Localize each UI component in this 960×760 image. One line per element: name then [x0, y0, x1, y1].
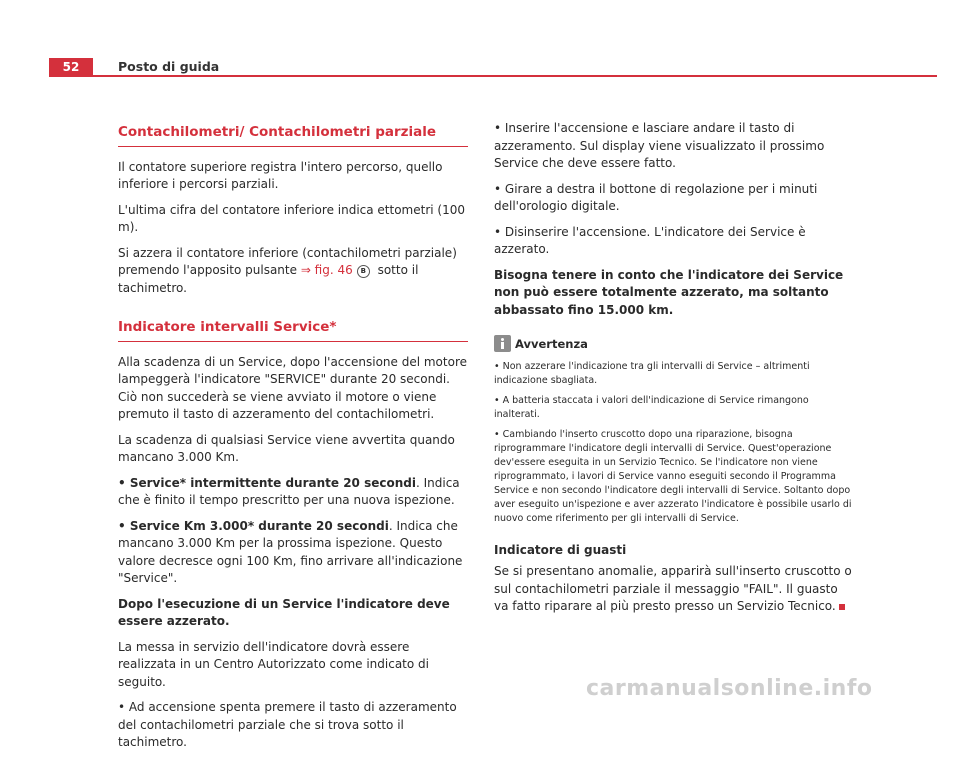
watermark: carmanualsonline.info: [586, 676, 873, 701]
paragraph: [494, 563, 854, 616]
callout-b-badge: B: [357, 265, 370, 278]
paragraph-bold: Bisogna tenere in conto che l'indicatore dei Service non può essere totalmente azzerato, ma soltanto abbassato fino 15.000 km.: [494, 267, 844, 317]
text: Si azzera il contatore inferiore (contachilometri parziale) premendo l'apposito pulsante: [118, 245, 457, 277]
header-rule: [49, 75, 937, 77]
header-title: Posto di guida: [118, 59, 220, 74]
heading-fault-indicator: Indicatore di guasti: [494, 542, 627, 557]
paragraph: • Girare a destra il bottone di regolazione per i minuti dell'orologio digitale.: [494, 181, 818, 213]
text: . Indica che mancano 3.000 Km per la prossima ispezione. Questo valore decresce ogni 100 Km, fino arrivare all'indicazione "Service".: [118, 518, 463, 585]
paragraph: La scadenza di qualsiasi Service viene avvertita quando mancano 3.000 Km.: [118, 432, 455, 464]
warning-item: • Non azzerare l'indicazione tra gli intervalli di Service – altrimenti indicazione sbagliata.: [494, 360, 810, 386]
left-column: [118, 120, 468, 760]
paragraph: [118, 518, 468, 588]
warning-header: [494, 335, 854, 354]
heading-service-interval: Indicatore intervalli Service*: [118, 319, 468, 342]
paragraph-bold: Dopo l'esecuzione di un Service l'indicatore deve essere azzerato.: [118, 596, 450, 628]
paragraph: [118, 245, 468, 298]
warning-title: Avvertenza: [515, 337, 588, 351]
paragraph: Alla scadenza di un Service, dopo l'accensione del motore lampeggerà l'indicatore "SERVICE" durante 20 secondi. Ciò non succederà se viene avviato il motore o viene premuto il tasto di azzeramento del contachilometri.: [118, 354, 468, 421]
bold-text: • Service Km 3.000* durante 20 secondi: [118, 518, 389, 533]
text: . Indica che è finito il tempo prescritto per una nuova ispezione.: [118, 475, 460, 507]
paragraph: [118, 475, 468, 510]
text: sotto il tachimetro.: [118, 263, 419, 295]
paragraph: • Inserire l'accensione e lasciare andare il tasto di azzeramento. Sul display viene visualizzato il prossimo Service che deve essere fatto.: [494, 121, 825, 170]
warning-item: • A batteria staccata i valori dell'indicazione di Service rimangono inalterati.: [494, 394, 809, 420]
paragraph: L'ultima cifra del contatore inferiore indica ettometri (100 m).: [118, 202, 466, 234]
figure-reference-link[interactable]: ⇒ fig. 46: [300, 263, 353, 277]
heading-odometer: Contachilometri/ Contachilometri parziale: [118, 124, 468, 147]
text: Se si presentano anomalie, apparirà sull'inserto cruscotto o sul contachilometri parziale il messaggio "FAIL". Il guasto va fatto riparare al più presto presso un Servizio Tecnico.: [494, 564, 852, 613]
paragraph: • Ad accensione spenta premere il tasto di azzeramento del contachilometri parziale che si trova sotto il tachimetro.: [118, 700, 457, 749]
paragraph: Il contatore superiore registra l'intero percorso, quello inferiore i percorsi parziali.: [118, 159, 443, 191]
page-number: 52: [49, 58, 93, 76]
end-of-section-icon: [839, 604, 845, 610]
bold-text: • Service* intermittente durante 20 secondi: [118, 475, 416, 490]
info-icon: [494, 335, 511, 352]
right-column: [494, 120, 854, 624]
warning-item: • Cambiando l'inserto cruscotto dopo una riparazione, bisogna riprogrammare l'indicatore degli intervalli di Service. Quest'operazione dev'essere eseguita in un Servizio Tecnico. Se l'indicatore non viene riprogrammato, i lavori di Service vanno eseguiti secondo il Programma Service e non secondo l'indicatore degli intervalli di Service. Soltanto dopo aver eseguito un'ispezione e aver azzerato l'indicatore è possibile usarlo di nuovo come riferimento per gli intervalli di Service.: [494, 428, 852, 524]
paragraph: • Disinserire l'accensione. L'indicatore dei Service è azzerato.: [494, 224, 806, 256]
warning-block: [494, 335, 854, 526]
paragraph: La messa in servizio dell'indicatore dovrà essere realizzata in un Centro Autorizzato come indicato di seguito.: [118, 639, 429, 689]
